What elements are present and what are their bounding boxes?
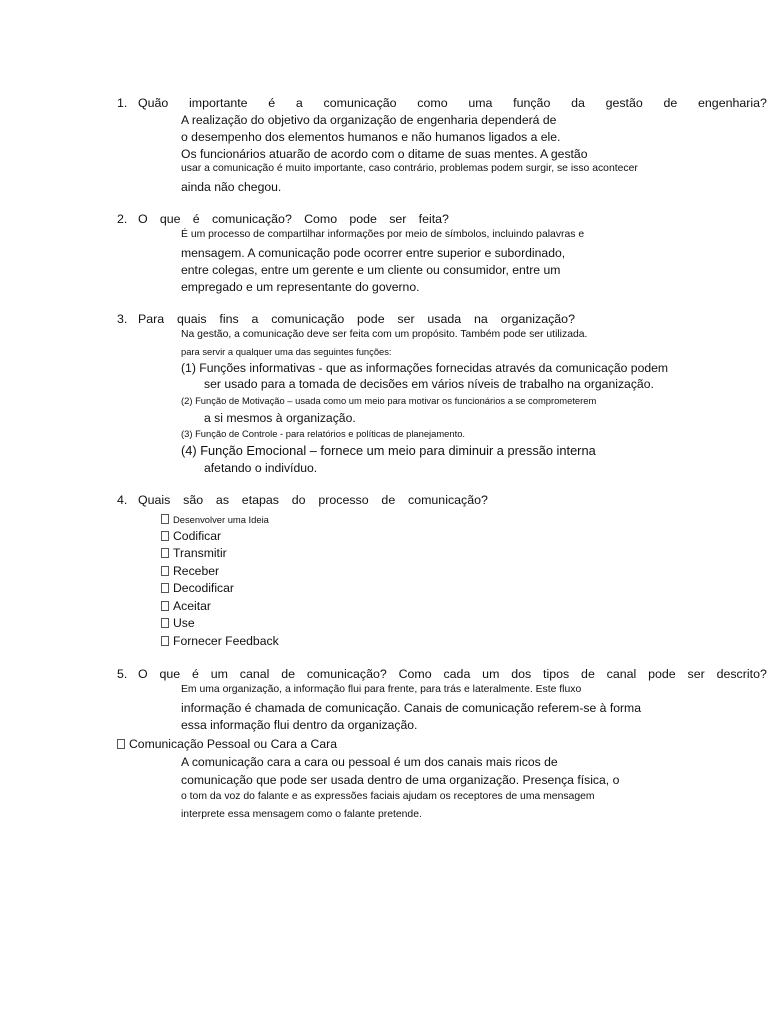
- question-word: comunicação: [323, 96, 397, 110]
- answer-line: usar a comunicação é muito importante, caso contrário, problemas podem surgir, se isso acontecer: [181, 163, 638, 174]
- question-word: O: [138, 212, 148, 226]
- answer-line: para servir a qualquer uma das seguintes funções:: [181, 346, 392, 357]
- answer-line: empregado e um representante do governo.: [181, 280, 420, 294]
- question-word: como: [417, 96, 448, 110]
- step-item: Use: [161, 617, 195, 629]
- question-word: de: [663, 96, 678, 110]
- question-word: comunicação?: [408, 493, 488, 507]
- answer-line: A realização do objetivo da organização de engenharia dependerá de: [181, 113, 557, 127]
- question-number: 1.: [117, 96, 128, 110]
- step-item: Fornecer Feedback: [161, 635, 279, 647]
- answer-line: (2) Função de Motivação – usada como um meio para motivar os funcionários a se comprometerem: [181, 395, 597, 406]
- checkbox-bullet-icon: [161, 601, 169, 611]
- question-word: tipos: [543, 667, 570, 681]
- question-word: de: [381, 493, 396, 507]
- question-word: O: [138, 667, 148, 681]
- answer-line: Em uma organização, a informação flui para frente, para trás e lateralmente. Este fluxo: [181, 684, 582, 695]
- question-word: Como: [304, 212, 338, 226]
- answer-line: o desempenho dos elementos humanos e não humanos ligados a ele.: [181, 130, 561, 144]
- question-word: dos: [511, 667, 532, 681]
- question-word: um: [210, 667, 228, 681]
- answer-line: afetando o indivíduo.: [204, 461, 318, 475]
- answer-line: ser usado para a tomada de decisões em vários níveis de trabalho na organização.: [204, 377, 654, 391]
- question-word: do: [291, 493, 306, 507]
- answer-line: (1) Funções informativas - que as informações fornecidas através da comunicação podem: [181, 361, 669, 375]
- answer-line: (3) Função de Controle - para relatórios e políticas de planejamento.: [181, 428, 466, 439]
- question-word: ser: [389, 212, 407, 226]
- step-item: Decodificar: [161, 582, 234, 594]
- question-number: 2.: [117, 212, 128, 226]
- question-text: [138, 97, 767, 109]
- question-word: função: [513, 96, 551, 110]
- question-word: é: [192, 212, 200, 226]
- question-word: cada: [443, 667, 471, 681]
- answer-line: mensagem. A comunicação pode ocorrer entre superior e subordinado,: [181, 246, 566, 260]
- question-word: a: [295, 96, 303, 110]
- question-text: [138, 213, 449, 225]
- question-word: organização?: [500, 312, 575, 326]
- question-word: comunicação?: [306, 667, 387, 681]
- question-word: processo: [318, 493, 369, 507]
- question-word: engenharia?: [698, 96, 767, 110]
- question-word: descrito?: [716, 667, 767, 681]
- answer-line: Os funcionários atuarão de acordo com o ditame de suas mentes. A gestão: [181, 147, 588, 161]
- question-word: Como: [398, 667, 432, 681]
- question-word: canal: [606, 667, 637, 681]
- question-text: [138, 494, 488, 506]
- checkbox-bullet-icon: [117, 739, 125, 749]
- question-word: canal: [239, 667, 270, 681]
- question-word: Quão: [138, 96, 169, 110]
- step-item: Codificar: [161, 530, 221, 542]
- question-text: [138, 668, 767, 680]
- question-word: usada: [427, 312, 462, 326]
- checkbox-bullet-icon: [161, 548, 169, 558]
- question-word: gestão: [605, 96, 643, 110]
- answer-line: a si mesmos à organização.: [204, 411, 356, 425]
- question-word: é: [268, 96, 276, 110]
- question-word: comunicação?: [211, 212, 292, 226]
- question-word: importante: [189, 96, 248, 110]
- question-word: Para: [138, 312, 165, 326]
- question-word: de: [581, 667, 595, 681]
- question-text: [138, 313, 575, 325]
- answer-line: Na gestão, a comunicação deve ser feita com um propósito. Também pode ser utilizada.: [181, 329, 588, 340]
- question-number: 4.: [117, 493, 128, 507]
- answer-line: comunicação que pode ser usada dentro de uma organização. Presença física, o: [181, 773, 620, 787]
- checkbox-bullet-icon: [161, 583, 169, 593]
- question-word: é: [191, 667, 199, 681]
- question-word: um: [482, 667, 500, 681]
- question-word: etapas: [241, 493, 279, 507]
- step-item: Desenvolver uma Ideia: [161, 514, 269, 524]
- answer-line: o tom da voz do falante e as expressões faciais ajudam os receptores de uma mensagem: [181, 791, 595, 802]
- answer-line: A comunicação cara a cara ou pessoal é um dos canais mais ricos de: [181, 755, 558, 769]
- question-word: de: [281, 667, 296, 681]
- question-word: que: [159, 667, 181, 681]
- question-word: pode: [648, 667, 676, 681]
- answer-line: ainda não chegou.: [181, 180, 282, 194]
- checkbox-bullet-icon: [161, 566, 169, 576]
- checkbox-bullet-icon: [161, 531, 169, 541]
- subheading: Comunicação Pessoal ou Cara a Cara: [117, 738, 337, 750]
- answer-line: É um processo de compartilhar informações por meio de símbolos, incluindo palavras e: [181, 229, 585, 240]
- question-number: 5.: [117, 667, 128, 681]
- checkbox-bullet-icon: [161, 514, 169, 524]
- question-word: feita?: [418, 212, 449, 226]
- step-item: Aceitar: [161, 600, 211, 612]
- answer-line: informação é chamada de comunicação. Canais de comunicação referem-se à forma: [181, 701, 641, 715]
- question-word: Quais: [138, 493, 171, 507]
- question-word: a: [251, 312, 259, 326]
- step-item: Receber: [161, 565, 219, 577]
- question-word: comunicação: [271, 312, 345, 326]
- checkbox-bullet-icon: [161, 618, 169, 628]
- answer-line: interprete essa mensagem como o falante pretende.: [181, 809, 422, 820]
- question-word: na: [473, 312, 488, 326]
- question-number: 3.: [117, 312, 128, 326]
- question-word: ser: [397, 312, 415, 326]
- answer-line: entre colegas, entre um gerente e um cliente ou consumidor, entre um: [181, 263, 561, 277]
- question-word: uma: [468, 96, 493, 110]
- question-word: ser: [687, 667, 705, 681]
- answer-line: (4) Função Emocional – fornece um meio para diminuir a pressão interna: [181, 443, 596, 458]
- question-word: pode: [357, 312, 385, 326]
- question-word: da: [571, 96, 585, 110]
- question-word: são: [183, 493, 204, 507]
- question-word: pode: [349, 212, 377, 226]
- checkbox-bullet-icon: [161, 636, 169, 646]
- answer-line: essa informação flui dentro da organização.: [181, 718, 418, 732]
- step-item: Transmitir: [161, 547, 227, 559]
- question-word: quais: [176, 312, 207, 326]
- question-word: as: [215, 493, 230, 507]
- question-word: fins: [219, 312, 239, 326]
- question-word: que: [159, 212, 181, 226]
